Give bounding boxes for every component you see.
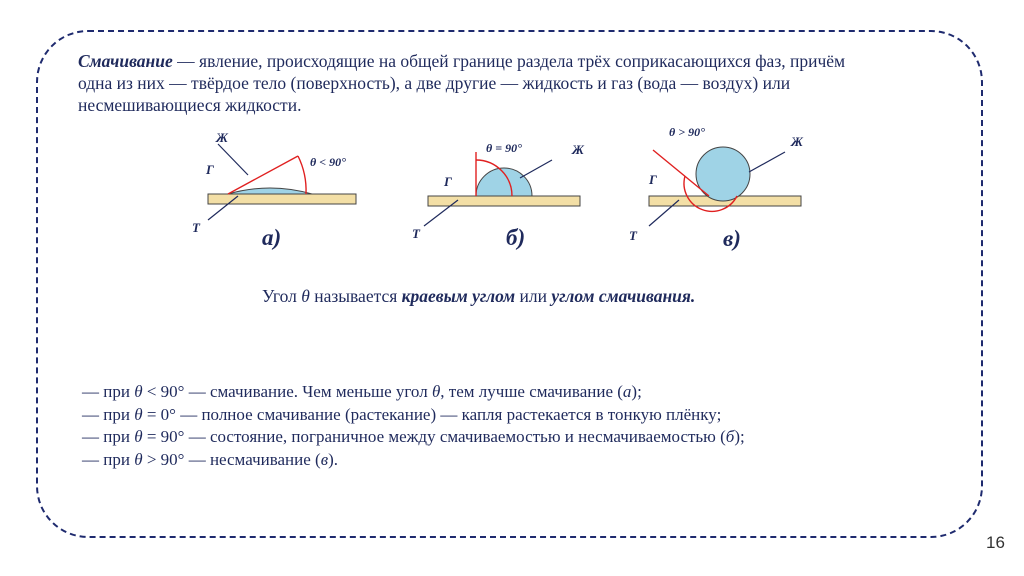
figure-ref: б: [725, 427, 735, 446]
angle-statement: [262, 286, 695, 307]
label-gas: Г: [444, 174, 452, 189]
text-span: Угол: [262, 286, 302, 306]
text-span: называется: [309, 286, 402, 306]
theta-symbol: θ: [134, 382, 143, 401]
theta-symbol: θ: [134, 427, 143, 446]
text-span: < 90° — смачивание. Чем меньше угол: [142, 382, 432, 401]
rules-list: [82, 381, 745, 471]
definition-term: Смачивание: [78, 51, 173, 71]
page-number: 16: [986, 533, 1005, 552]
angle-label: θ = 90°: [486, 141, 522, 155]
figure-ref: в: [320, 449, 329, 469]
figure-c: [625, 122, 825, 262]
text-span: > 90° — несмачивание (: [142, 449, 321, 469]
text-span: = 0° — полное смачивание (растекание) — капля растекается в тонкую плёнку;: [142, 404, 722, 424]
keyword-wetting-angle: углом смачивания.: [551, 286, 696, 306]
text-span: );: [734, 427, 745, 446]
label-gas: Г: [206, 162, 214, 177]
definition-text: — явление, происходящие на общей границе раздела трёх соприкасающихся фаз, причём одна из них — твёрдое тело (поверхность), а две другие — жидкость и газ (вода — воздух) или несмешивающиеся жидкости.: [78, 51, 846, 115]
text-span: — при: [82, 404, 135, 424]
definition-paragraph: [78, 50, 878, 116]
figure-caption: в): [723, 226, 741, 251]
text-span: );: [631, 382, 642, 401]
text-span: ).: [328, 449, 339, 469]
figure-ref: а: [622, 382, 632, 401]
text-span: , тем лучше смачивание (: [440, 382, 623, 401]
text-span: или: [515, 286, 552, 306]
angle-label: θ > 90°: [669, 125, 705, 139]
keyword-contact-angle: краевым углом: [401, 286, 516, 306]
figure-caption: б): [506, 225, 526, 250]
text-span: — при: [82, 427, 135, 446]
label-solid: Т: [629, 228, 637, 243]
liquid-drop: [228, 188, 312, 194]
liquid-drop: [476, 168, 532, 196]
figure-b: [410, 130, 610, 260]
label-liquid: Ж: [572, 142, 584, 157]
text-span: = 90° — состояние, пограничное между смачиваемостью и несмачиваемостью (: [142, 427, 726, 446]
text-span: — при: [82, 449, 135, 469]
label-liquid: Ж: [216, 130, 228, 145]
text-span: — при: [82, 382, 135, 401]
theta-symbol: θ: [301, 286, 310, 306]
rule-line: [82, 449, 745, 472]
theta-symbol: θ: [134, 449, 143, 469]
label-liquid: Ж: [791, 134, 803, 149]
rule-line: [82, 381, 745, 404]
label-solid: Т: [192, 220, 200, 235]
rule-line: [82, 404, 745, 427]
theta-symbol: θ: [431, 382, 441, 401]
label-gas: Г: [649, 172, 657, 187]
liquid-drop: [696, 147, 750, 201]
solid-surface: [428, 196, 580, 206]
theta-symbol: θ: [134, 404, 143, 424]
figure-caption: а): [262, 225, 282, 250]
figure-a: [180, 130, 370, 260]
label-solid: Т: [412, 226, 420, 241]
angle-label: θ < 90°: [310, 155, 346, 169]
rule-line: [82, 426, 745, 449]
